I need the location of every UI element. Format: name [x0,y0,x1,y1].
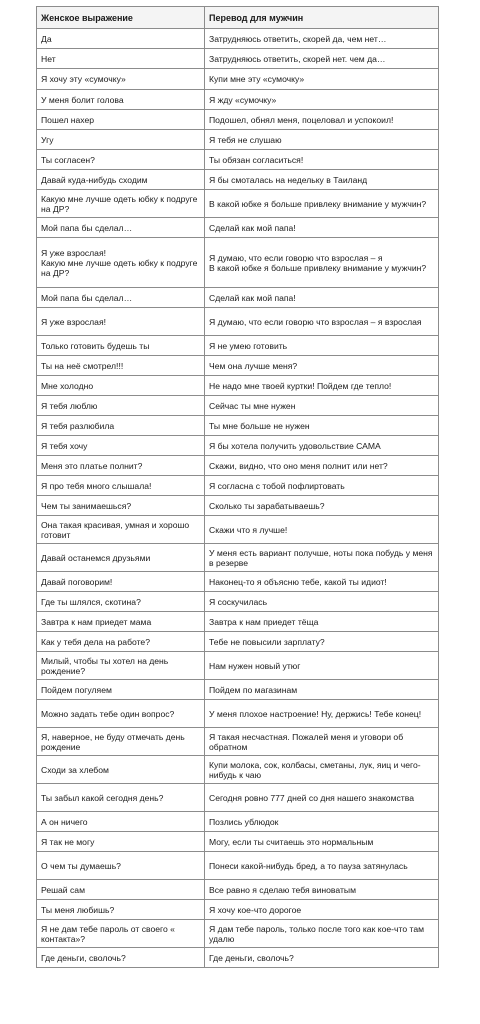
male-translation-cell: Ты мне больше не нужен [205,416,439,436]
header-male-translation: Перевод для мужчин [205,7,439,29]
female-phrase-cell: Давай останемся друзьями [37,544,205,572]
female-phrase-cell: Чем ты занимаешься? [37,496,205,516]
female-phrase-cell: Нет [37,49,205,69]
male-translation-cell: Я дам тебе пароль, только после того как кое-что там удалю [205,920,439,948]
female-phrase-cell: Я хочу эту «сумочку» [37,69,205,90]
female-phrase-cell: Сходи за хлебом [37,756,205,784]
female-phrase-cell: Она такая красивая, умная и хорошо готовит [37,516,205,544]
table-row [37,632,439,652]
female-phrase-cell: Пошел нахер [37,110,205,130]
male-translation-cell: Я тебя не слушаю [205,130,439,150]
female-phrase-cell: Ты забыл какой сегодня день? [37,784,205,812]
table-row [37,150,439,170]
table-row [37,29,439,49]
table-row [37,170,439,190]
table-body [37,29,439,968]
table-row [37,680,439,700]
table-row [37,476,439,496]
table-row [37,376,439,396]
table-row [37,456,439,476]
male-translation-cell: Позлись ублюдок [205,812,439,832]
table-row [37,880,439,900]
male-translation-cell: Купи молока, сок, колбасы, сметаны, лук, яиц и чего-нибудь к чаю [205,756,439,784]
female-phrase-cell: Где деньги, сволочь? [37,948,205,968]
male-translation-cell: Я бы хотела получить удовольствие САМА [205,436,439,456]
table-row [37,49,439,69]
male-translation-cell: Затрудняюсь ответить, скорей нет. чем да… [205,49,439,69]
table-row [37,544,439,572]
male-translation-cell: Я думаю, что если говорю что взрослая – я взрослая [205,308,439,336]
male-translation-cell: Тебе не повысили зарплату? [205,632,439,652]
table-row [37,700,439,728]
male-translation-cell: Все равно я сделаю тебя виноватым [205,880,439,900]
male-translation-cell: Я соскучилась [205,592,439,612]
table-row [37,190,439,218]
table-row [37,756,439,784]
female-phrase-cell: Как у тебя дела на работе? [37,632,205,652]
female-phrase-cell: Можно задать тебе один вопрос? [37,700,205,728]
female-phrase-cell: О чем ты думаешь? [37,852,205,880]
table-row [37,496,439,516]
female-phrase-cell: Ты на неё смотрел!!! [37,356,205,376]
female-phrase-cell: Только готовить будешь ты [37,336,205,356]
female-phrase-cell: А он ничего [37,812,205,832]
female-phrase-cell: Я, наверное, не буду отмечать день рождение [37,728,205,756]
table-row [37,784,439,812]
table-row [37,948,439,968]
male-translation-cell: У меня плохое настроение! Ну, держись! Тебе конец! [205,700,439,728]
female-phrase-cell: Я уже взрослая! Какую мне лучше одеть юбку к подруге на ДР? [37,238,205,288]
male-translation-cell: Могу, если ты считаешь это нормальным [205,832,439,852]
male-translation-cell: Скажи что я лучше! [205,516,439,544]
female-phrase-cell: У меня болит голова [37,90,205,110]
male-translation-cell: В какой юбке я больше привлеку внимание у мужчин? [205,190,439,218]
female-phrase-cell: Угу [37,130,205,150]
female-phrase-cell: Завтра к нам приедет мама [37,612,205,632]
female-phrase-cell: Я тебя люблю [37,396,205,416]
female-phrase-cell: Какую мне лучше одеть юбку к подруге на ДР? [37,190,205,218]
table-row [37,218,439,238]
male-translation-cell: Сделай как мой папа! [205,288,439,308]
male-translation-cell: Я бы смоталась на недельку в Таиланд [205,170,439,190]
table-row [37,356,439,376]
table-row [37,396,439,416]
table-row [37,516,439,544]
male-translation-cell: Нам нужен новый утюг [205,652,439,680]
male-translation-cell: Завтра к нам приедет тёща [205,612,439,632]
table-row [37,592,439,612]
male-translation-cell: Купи мне эту «сумочку» [205,69,439,90]
female-phrase-cell: Я уже взрослая! [37,308,205,336]
header-female-phrase: Женское выражение [37,7,205,29]
male-translation-cell: Подошел, обнял меня, поцеловал и успокоил! [205,110,439,130]
male-translation-cell: Чем она лучше меня? [205,356,439,376]
table-row [37,416,439,436]
male-translation-cell: Я согласна с тобой пофлиртовать [205,476,439,496]
male-translation-cell: Затрудняюсь ответить, скорей да, чем нет… [205,29,439,49]
translation-table [36,6,439,968]
table-row [37,920,439,948]
male-translation-cell: Сегодня ровно 777 дней со дня нашего знакомства [205,784,439,812]
female-phrase-cell: Давай поговорим! [37,572,205,592]
male-translation-cell: Наконец-то я объясню тебе, какой ты идиот! [205,572,439,592]
male-translation-cell: У меня есть вариант получше, ноты пока побудь у меня в резерве [205,544,439,572]
female-phrase-cell: Ты меня любишь? [37,900,205,920]
male-translation-cell: Не надо мне твоей куртки! Пойдем где тепло! [205,376,439,396]
female-phrase-cell: Я про тебя много слышала! [37,476,205,496]
table-row [37,572,439,592]
table-row [37,436,439,456]
table-row [37,812,439,832]
table-row [37,652,439,680]
female-phrase-cell: Пойдем погуляем [37,680,205,700]
female-phrase-cell: Ты согласен? [37,150,205,170]
male-translation-cell: Скажи, видно, что оно меня полнит или нет? [205,456,439,476]
female-phrase-cell: Мой папа бы сделал… [37,218,205,238]
table-row [37,728,439,756]
table-row [37,612,439,632]
male-translation-cell: Я думаю, что если говорю что взрослая – я В какой юбке я больше привлеку внимание у мужчин? [205,238,439,288]
table-row [37,90,439,110]
male-translation-cell: Сколько ты зарабатываешь? [205,496,439,516]
header-row [37,7,439,29]
male-translation-cell: Я такая несчастная. Пожалей меня и уговори об обратном [205,728,439,756]
table-row [37,336,439,356]
male-translation-cell: Я не умею готовить [205,336,439,356]
table-row [37,238,439,288]
male-translation-cell: Сейчас ты мне нужен [205,396,439,416]
male-translation-cell: Понеси какой-нибудь бред, а то пауза затянулась [205,852,439,880]
female-phrase-cell: Решай сам [37,880,205,900]
table-row [37,832,439,852]
male-translation-cell: Где деньги, сволочь? [205,948,439,968]
female-phrase-cell: Меня это платье полнит? [37,456,205,476]
male-translation-cell: Я хочу кое-что дорогое [205,900,439,920]
table-row [37,288,439,308]
male-translation-cell: Ты обязан согласиться! [205,150,439,170]
female-phrase-cell: Мне холодно [37,376,205,396]
male-translation-cell: Я жду «сумочку» [205,90,439,110]
female-phrase-cell: Мой папа бы сделал… [37,288,205,308]
female-phrase-cell: Я так не могу [37,832,205,852]
female-phrase-cell: Я тебя разлюбила [37,416,205,436]
table-row [37,69,439,90]
male-translation-cell: Сделай как мой папа! [205,218,439,238]
female-phrase-cell: Милый, чтобы ты хотел на день рождение? [37,652,205,680]
table-row [37,900,439,920]
male-translation-cell: Пойдем по магазинам [205,680,439,700]
table-row [37,130,439,150]
female-phrase-cell: Да [37,29,205,49]
female-phrase-cell: Где ты шлялся, скотина? [37,592,205,612]
female-phrase-cell: Давай куда-нибудь сходим [37,170,205,190]
table-row [37,110,439,130]
table-row [37,308,439,336]
female-phrase-cell: Я тебя хочу [37,436,205,456]
table-row [37,852,439,880]
female-phrase-cell: Я не дам тебе пароль от своего « контакта»? [37,920,205,948]
